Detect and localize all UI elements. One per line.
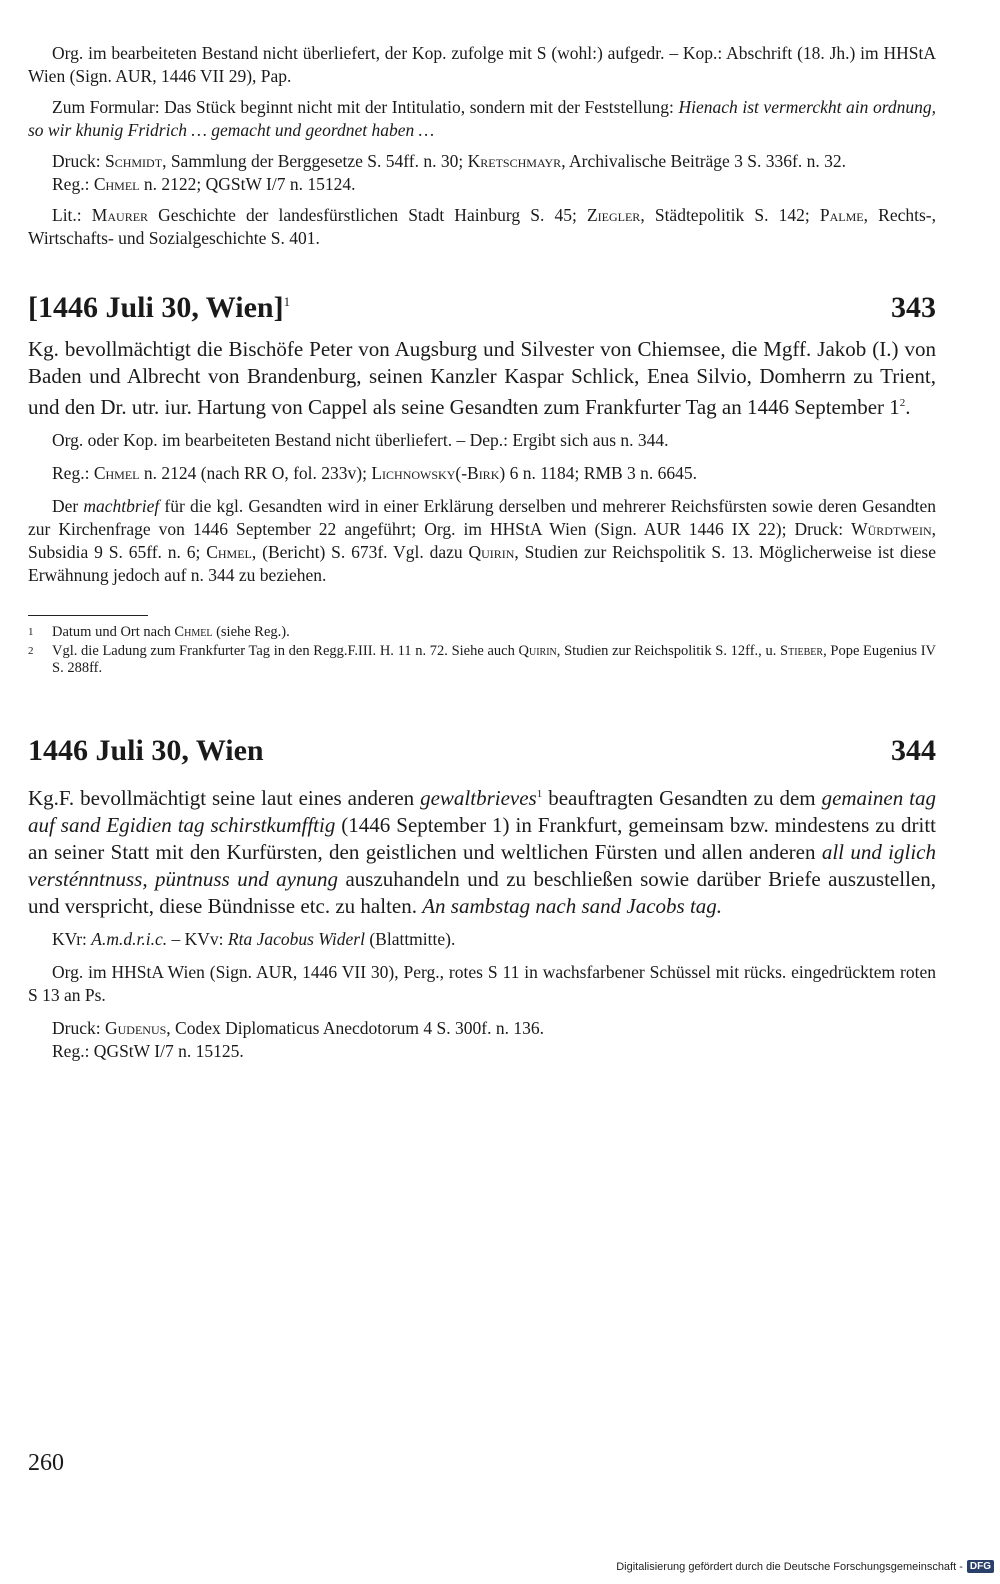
footnote-number: 2: [28, 645, 34, 657]
author-name: Gudenus: [104, 1018, 167, 1038]
tradition-text: Org. im HHStA Wien (Sign. AUR, 1446 VII 30), Perg., rotes S 11 in wachsfarbener Schüssel mit rücks. eingedrücktem roten S 13 an Ps.: [28, 962, 936, 1005]
reg-text: n. 2122; QGStW I/7 n. 15124.: [139, 174, 356, 194]
lit-label: Lit.:: [52, 205, 92, 225]
reg-label: Reg.:: [52, 174, 94, 194]
author-name: Ziegler: [586, 205, 641, 225]
entry-344-print: [28, 1017, 936, 1040]
reg-label: Reg.:: [52, 463, 94, 483]
footnote-text: [52, 643, 936, 677]
date-text: [1446 Juli 30, Wien]: [28, 291, 284, 324]
author-name: Chmel: [206, 542, 252, 562]
footnote-divider: [28, 615, 148, 616]
author-name: Lichnowsky(-Birk): [371, 463, 506, 483]
entry-343-summary: [28, 336, 936, 421]
summary-quote: all und iglich versténntnuss, püntnuss und aynung: [28, 840, 936, 891]
entry-344-number: 344: [891, 734, 936, 767]
footnote-segment: Datum und Ort nach: [52, 624, 175, 640]
comment-text: , (Bericht) S. 673f. Vgl. dazu: [251, 542, 469, 562]
lit-text: , Städtepolitik S. 142;: [640, 205, 820, 225]
previous-entry-tradition: [28, 42, 936, 88]
summary-quote: gewaltbrieves: [420, 786, 537, 810]
document-page: [28, 42, 936, 1073]
footer-text: Digitalisierung gefördert durch die Deutsche Forschungsgemeinschaft -: [616, 1560, 963, 1573]
entry-343-number: 343: [891, 291, 936, 324]
previous-entry-reg: [28, 173, 936, 196]
note-quote: Rta Jacobus Widerl: [227, 929, 365, 949]
comment-text: , Subsidia 9 S. 65ff. n. 6;: [28, 519, 936, 562]
formular-text: Zum Formular: Das Stück beginnt nicht mit der Intitulatio, sondern mit der Feststellung:: [52, 97, 679, 117]
summary-text: (1446 September 1) in Frankfurt, gemeinsam bzw. mindestens zu dritt an seiner Statt mit den Kurfürsten, den geistlichen und weltlichen Fürsten und allen anderen: [28, 813, 936, 864]
footnote-ref: 2: [899, 397, 906, 409]
summary-text: auszuhandeln und zu beschließen sowie darüber Briefe auszustellen, und verspricht, diese Bündnisse etc. zu halten.: [28, 867, 936, 918]
entry-344-summary: [28, 781, 936, 920]
footnote-text: [52, 624, 936, 641]
author-name: Stieber: [780, 643, 824, 659]
print-text: , Codex Diplomaticus Anecdotorum 4 S. 300f. n. 136.: [166, 1018, 544, 1038]
summary-text: beauftragten Gesandten zu dem: [542, 786, 822, 810]
summary-quote: gemainen tag auf sand Egidien tag schirstkumfftig: [28, 786, 936, 837]
entry-344-date: 1446 Juli 30, Wien: [28, 734, 264, 767]
previous-entry-formular: [28, 96, 936, 142]
previous-entry-print: [28, 150, 936, 173]
footnote-ref: 1: [536, 788, 543, 800]
note-text: – KVv:: [167, 929, 228, 949]
summary-text: Kg. bevollmächtigt die Bischöfe Peter von Augsburg und Silvester von Chiemsee, die Mgff. Jakob (I.) von Baden und Albrecht von Brandenburg, seinen Kanzler Kaspar Schlick, Enea Silvio, Domherrn zu Trient, und den Dr. utr. iur. Hartung von Cappel als seine Gesandten zum Frankfurter Tag an 1446 September 1: [28, 337, 936, 419]
note-text: (Blattmitte).: [364, 929, 456, 949]
footnote-segment: (siehe Reg.).: [212, 624, 290, 640]
author-name: Quirin: [468, 542, 515, 562]
summary-text: Kg.F. bevollmächtigt seine laut eines anderen: [28, 786, 421, 810]
comment-text: Der: [52, 496, 84, 516]
print-text: , Sammlung der Berggesetze S. 54ff. n. 30;: [162, 151, 468, 171]
comment-text: für die kgl. Gesandten wird in einer Erklärung derselben und mehrerer Reichsfürsten sowie deren Gesandten zur Kirchenfrage von 1446 September 22 angeführt; Org. im HHStA Wien (Sign. AUR 1446 IX 22); Druck:: [28, 496, 937, 539]
tradition-text: Org. oder Kop. im bearbeiteten Bestand nicht überliefert. – Dep.: Ergibt sich aus n. 344.: [52, 430, 669, 450]
page-number: 260: [28, 1450, 64, 1476]
entry-344-reg: [28, 1040, 936, 1063]
entry-343-reg: [28, 462, 936, 485]
comment-text: , Studien zur Reichspolitik S. 13. Möglicherweise ist diese Erwähnung jedoch auf n. 344 zu beziehen.: [28, 542, 936, 585]
entry-343-date: [28, 284, 290, 326]
entry-343-heading: [28, 284, 936, 326]
footnote-segment: Vgl. die Ladung zum Frankfurter Tag in den Regg.F.III. H. 11 n. 72. Siehe auch: [52, 643, 519, 659]
author-name: Würdtwein: [851, 519, 932, 539]
footnote-segment: , Pope Eugenius IV S. 288ff.: [52, 643, 936, 676]
author-name: Schmidt: [104, 151, 163, 171]
lit-text: , Rechts-, Wirtschafts- und Sozialgeschichte S. 401.: [28, 205, 936, 248]
footnote-1: [28, 624, 936, 641]
comment-quote: machtbrief: [83, 496, 160, 516]
summary-quote: An sambstag nach sand Jacobs tag.: [422, 894, 723, 918]
print-label: Druck:: [52, 1018, 105, 1038]
print-label: Druck:: [52, 151, 105, 171]
footnote-number: 1: [28, 626, 34, 638]
author-name: Kretschmayr: [467, 151, 562, 171]
author-name: Chmel: [93, 174, 140, 194]
author-name: Chmel: [93, 463, 140, 483]
note-text: KVr:: [52, 929, 92, 949]
dfg-logo-icon: DFG: [967, 1560, 994, 1573]
entry-343-commentary: [28, 495, 936, 587]
entry-343-tradition: [28, 429, 936, 452]
note-quote: A.m.d.r.i.c.: [91, 929, 168, 949]
digitization-footer: [616, 1560, 994, 1573]
lit-text: Geschichte der landesfürstlichen Stadt Hainburg S. 45;: [148, 205, 587, 225]
entry-344-chancery-notes: [28, 928, 936, 951]
footnote-ref: 1: [283, 294, 291, 309]
previous-entry-literature: [28, 204, 936, 250]
summary-text: .: [905, 395, 911, 419]
author-name: Maurer: [91, 205, 149, 225]
reg-text: 6 n. 1184; RMB 3 n. 6645.: [505, 463, 698, 483]
author-name: Quirin: [518, 643, 557, 659]
author-name: Palme: [819, 205, 864, 225]
entry-344-tradition: [28, 961, 936, 1007]
entry-344-heading: [28, 733, 936, 769]
tradition-text: Org. im bearbeiteten Bestand nicht überliefert, der Kop. zufolge mit S (wohl:) aufgedr. – Kop.: Abschrift (18. Jh.) im HHStA Wien (Sign. AUR, 1446 VII 29), Pap.: [28, 43, 936, 86]
footnote-segment: , Studien zur Reichspolitik S. 12ff., u.: [556, 643, 781, 659]
reg-text: n. 2124 (nach RR O, fol. 233v);: [139, 463, 372, 483]
author-name: Chmel: [174, 624, 213, 640]
reg-text: Reg.: QGStW I/7 n. 15125.: [52, 1041, 244, 1061]
footnote-2: [28, 643, 936, 677]
formular-quote: Hienach ist vermerckht ain ordnung, so wir khunig Fridrich … gemacht und geordnet haben …: [28, 97, 936, 140]
print-text: , Archivalische Beiträge 3 S. 336f. n. 32.: [561, 151, 846, 171]
